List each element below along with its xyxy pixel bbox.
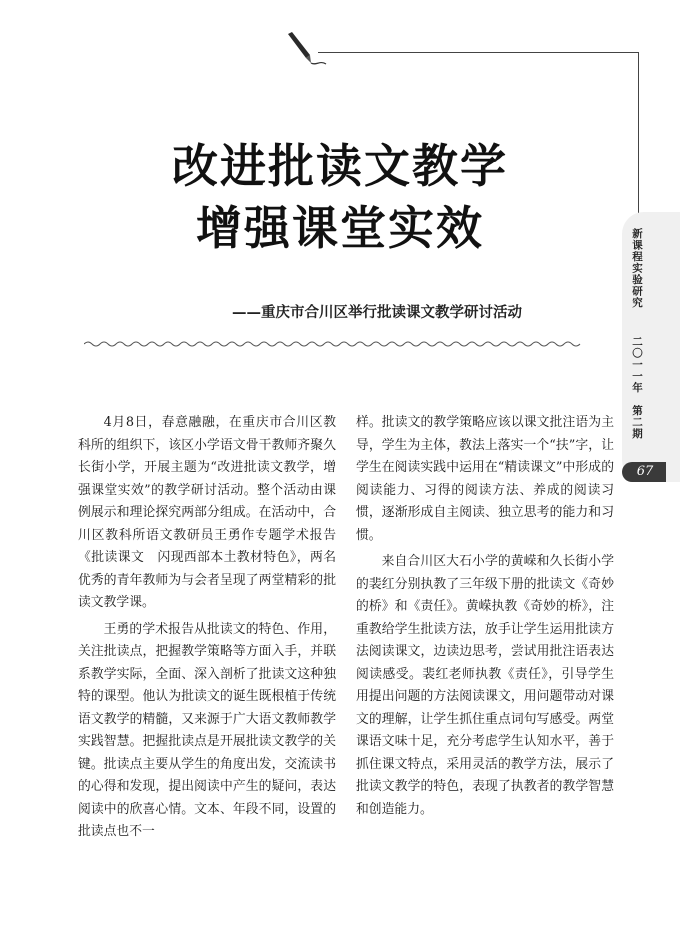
journal-name: 新课程实验研究 — [631, 228, 643, 309]
journal-issue: 二〇一一年 第二期 — [631, 336, 643, 440]
pen-nib-icon — [284, 30, 330, 70]
article-title-line1: 改进批读文教学 — [172, 139, 508, 193]
article-title-line2: 增强课堂实效 — [196, 201, 484, 255]
paragraph: 来自合川区大石小学的黄嵘和久长街小学的裴红分别执教了三年级下册的批读文《奇妙的桥》和《责任》。黄嵘执教《奇妙的桥》，注重教给学生批读方法，放手让学生运用批读方法阅读课文，边读边思考，尝试用批注语表达阅读感受。裴红老师执教《责任》，引导学生用提出问题的方法阅读课文，用问题带动对课文的理解，让学生抓住重点词句写感受。两堂课语文味十足，充分考虑学生认知水平，善于抓住课文特点，采用灵活的教学方法，展示了批读文教学的特色，表现了执教者的教学智慧和创造能力。 — [356, 554, 614, 817]
wavy-divider — [84, 340, 584, 348]
frame-top-rule — [318, 52, 638, 53]
article-subtitle: ——重庆市合川区举行批读课文教学研讨活动 — [232, 305, 522, 321]
page-number: 67 — [636, 464, 654, 479]
paragraph: 样。批读文的教学策略应该以课文批注语为主导，学生为主体，教法上落实一个“扶”字，让学生在阅读实践中运用在“精读课文”中形成的阅读能力、习得的阅读方法、养成的阅读习惯，逐渐形成自主阅读、独立思考的能力和习惯。 — [356, 415, 614, 543]
paragraph: 王勇的学术报告从批读文的特色、作用，关注批读点，把握教学策略等方面入手，并联系教学实际，全面、深入剖析了批读文这种独特的课型。他认为批读文的诞生既根植于传统语文教学的精髓，又来源于广大语文教师教学实践智慧。把握批读点是开展批读文教学的关键。批读点主要从学生的角度出发，交流读书的心得和发现，提出阅读中产生的疑问，表达阅读中的欣喜心情。文本、年段不同，设置的批读点也不一 — [78, 621, 336, 839]
paragraph: 4月8日，春意融融，在重庆市合川区教科所的组织下，该区小学语文骨干教师齐聚久长街小学，开展主题为“改进批读文教学，增强课堂实效”的教学研讨活动。整个活动由课例展示和理论探究两部分组成。在活动中，合川区教科所语文教研员王勇作专题学术报告《批读课文 闪现西部本土教材特色》，两名优秀的青年教师为与会者呈现了两堂精彩的批读文教学课。 — [78, 415, 336, 610]
journal-side-tab — [622, 212, 680, 482]
page-number-badge — [622, 462, 666, 482]
left-column — [78, 412, 336, 848]
right-column — [356, 412, 614, 825]
